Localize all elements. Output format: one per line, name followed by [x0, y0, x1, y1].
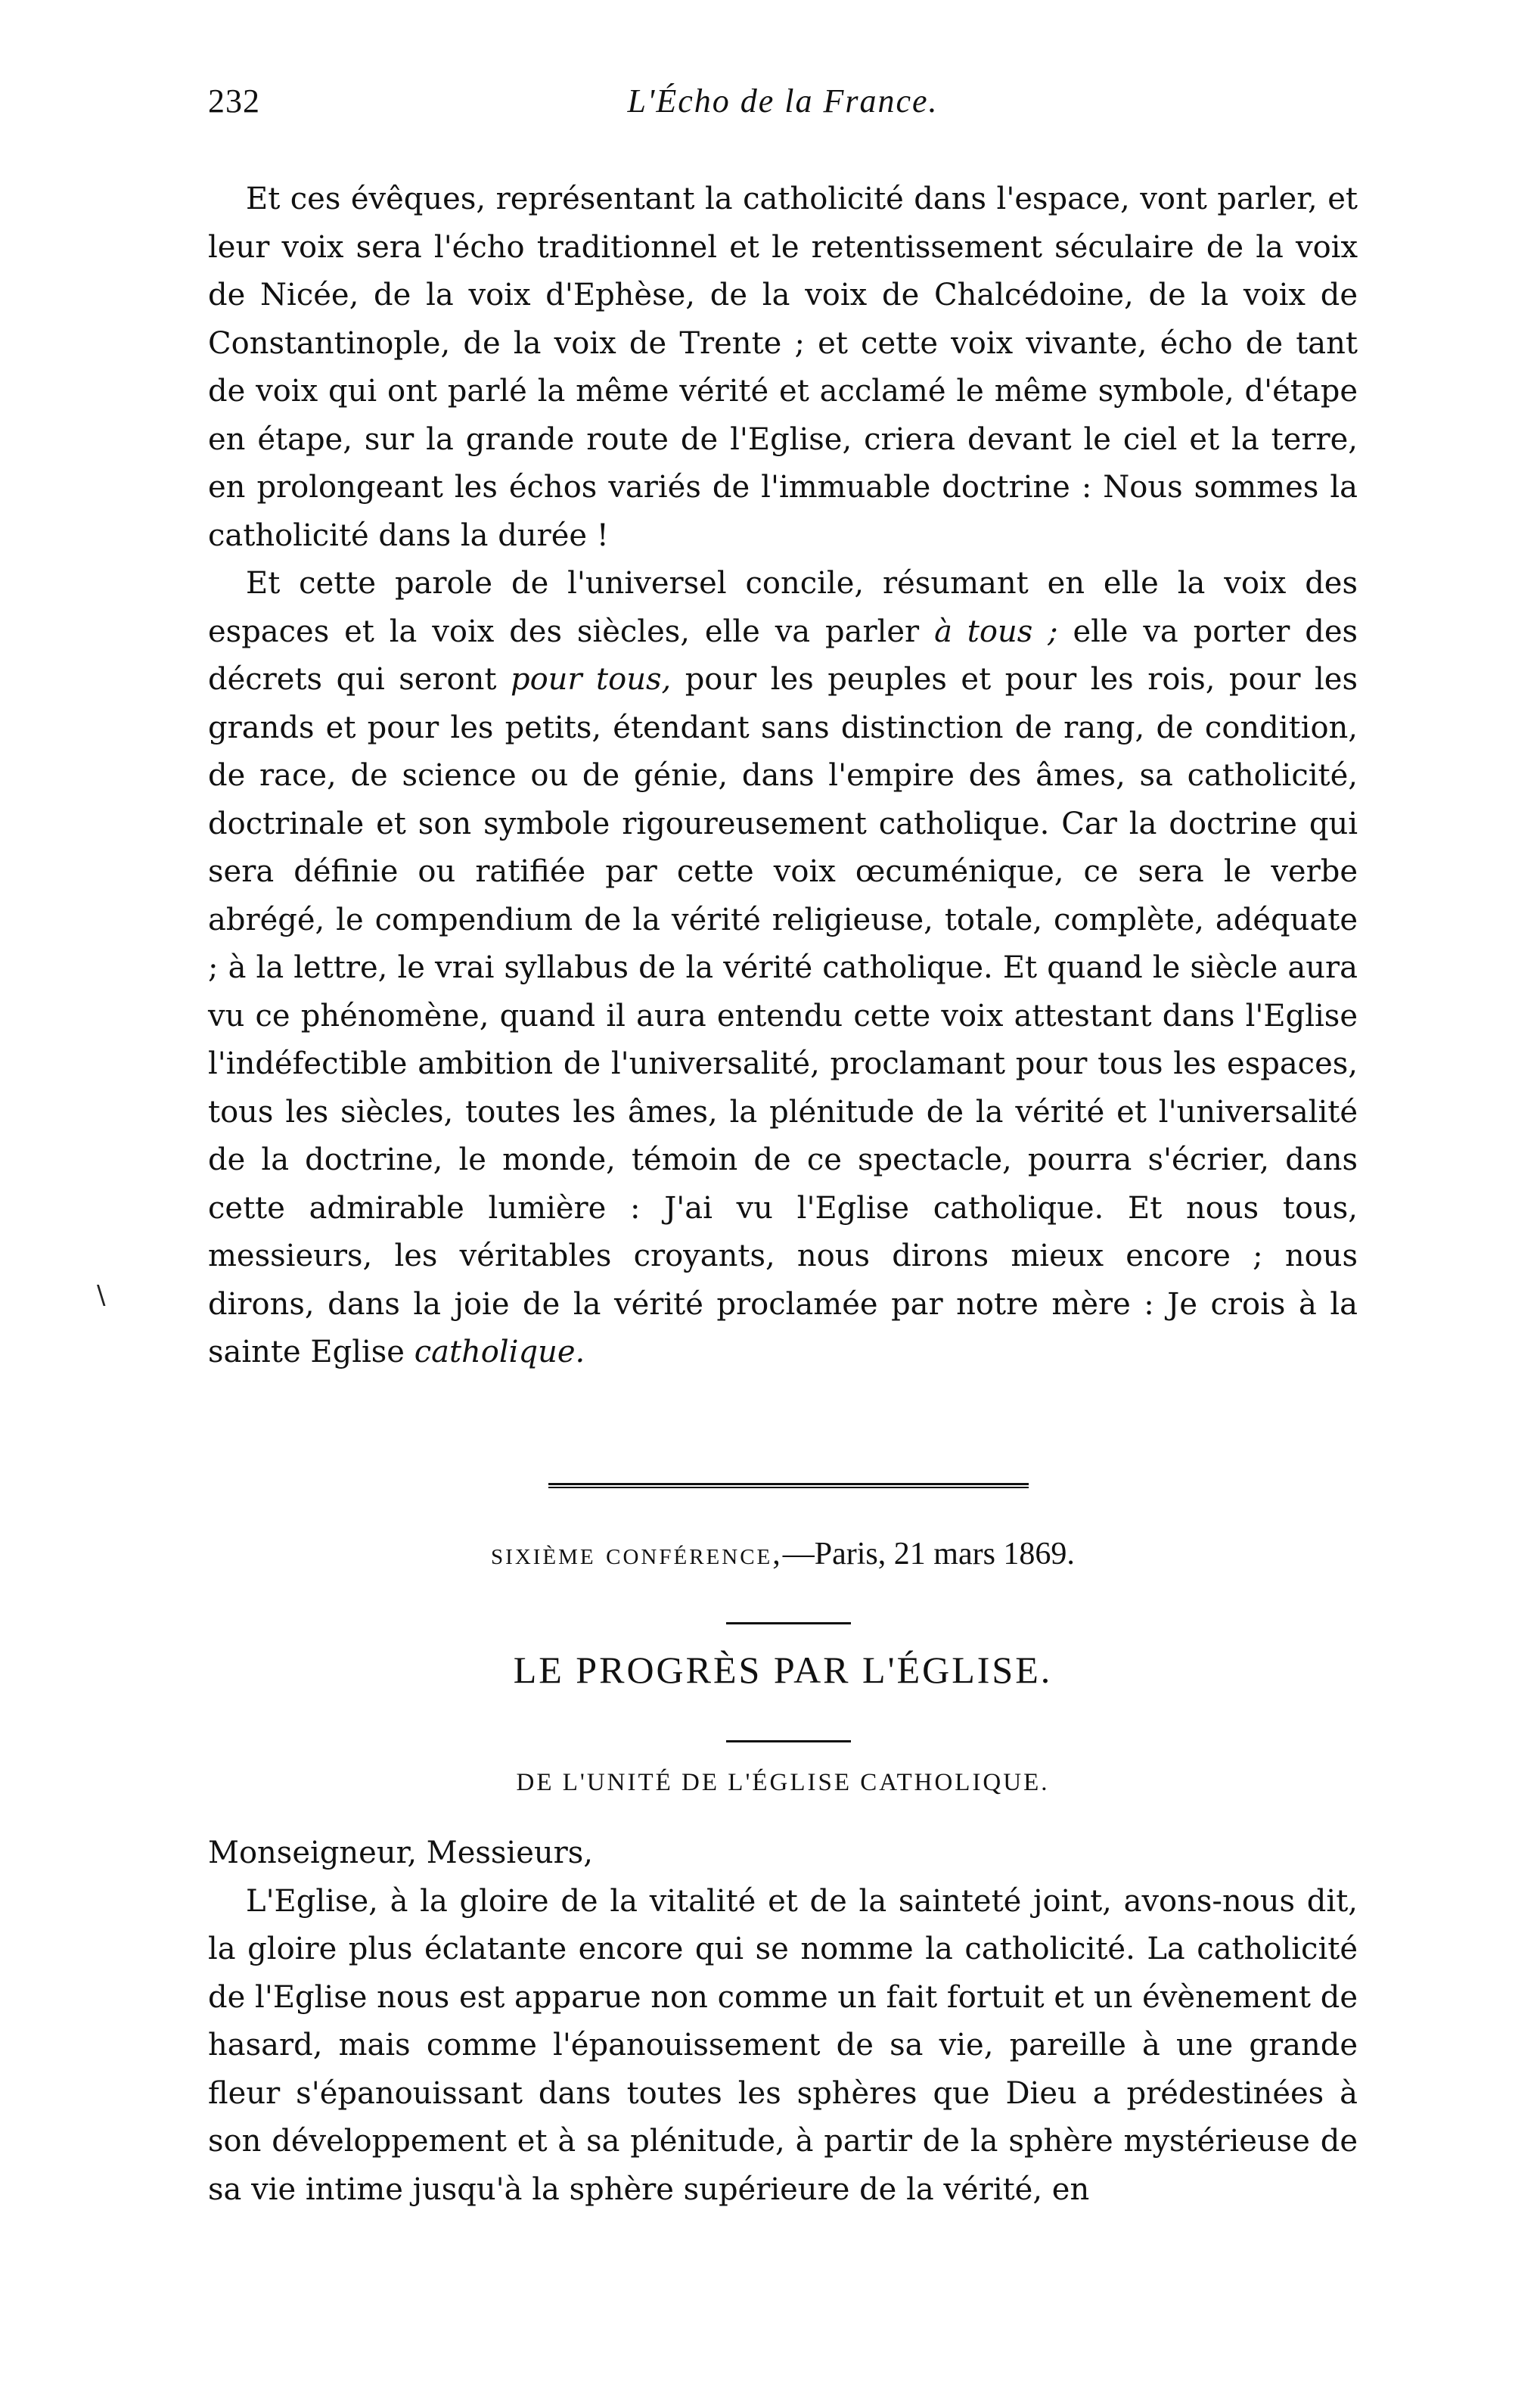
paragraph-2-part-3: pour les peuples et pour les rois, pour les grands et pour les petits, étendant sans distinction de rang, de condition, de race, de science ou de génie, dans l'empire des âmes, sa catholicité, doctrinale et son symbole rigoureusement catholique. Car la doctrine qui sera définie ou ratifiée par cette voix œcuménique, ce sera le verbe abrégé, le compendium de la vérité religieuse, totale, complète, adéquate ; à la lettre, le vrai syllabus de la vérité catholique. Et quand le siècle aura vu ce phénomène, quand il aura entendu cette voix attestant dans l'Eglise l'indéfectible ambition de l'universalité, proclamant pour tous les espaces, tous les siècles, toutes les âmes, la plénitude de la vérité et l'universalité de la doctrine, le monde, témoin de ce spectacle, pourra s'écrier, dans cette admirable lumière : J'ai vu l'Eglise catholique. Et nous tous, messieurs, les véritables croyants, nous dirons mieux encore ; nous dirons, dans la joie de la vérité proclamée par notre mère : Je crois à la sainte Eglise: [208, 662, 1358, 1369]
conference-heading: [208, 1536, 1358, 1572]
conference-label: sixième conférence,: [491, 1537, 783, 1571]
salutation: Monseigneur, Messieurs,: [208, 1836, 594, 1870]
emphasis-pour-tous: pour tous,: [510, 662, 672, 697]
section-2-text: [208, 1829, 1358, 2214]
section-divider: [548, 1483, 1029, 1488]
conference-place-date: —Paris, 21 mars 1869.: [782, 1537, 1075, 1571]
title-rule-top: [726, 1622, 851, 1624]
paragraph-1: Et ces évêques, représentant la catholicité dans l'espace, vont parler, et leur voix sera l'écho traditionnel et le retentissement séculaire de la voix de Nicée, de la voix d'Ephèse, de la voix de Chalcédoine, de la voix de Constantinople, de la voix de Trente ; et cette voix vivante, écho de tant de voix qui ont parlé la même vérité et acclamé le même symbole, d'étape en étape, sur la grande route de l'Eglise, criera devant le ciel et la terre, en prolongeant les échos variés de l'immuable doctrine : Nous sommes la catholicité dans la durée !: [208, 182, 1358, 553]
paragraph-2-part-1: Et cette parole de l'universel concile, résumant en elle la voix des espaces et la voix des siècles, elle va parler: [208, 566, 1358, 649]
chapter-title: LE PROGRÈS PAR L'ÉGLISE.: [513, 1649, 1053, 1691]
paragraph-2-part-2: elle va porter des décrets qui seront: [208, 614, 1358, 697]
page-number: 232: [208, 82, 260, 120]
emphasis-catholique: catholique.: [414, 1335, 585, 1369]
margin-mark: \: [97, 1280, 106, 1310]
emphasis-a-tous: à tous ;: [934, 614, 1058, 649]
section-1-text: [208, 176, 1358, 1377]
running-head: [208, 82, 1358, 127]
chapter-subtitle: DE L'UNITÉ DE L'ÉGLISE CATHOLIQUE.: [516, 1769, 1050, 1796]
paragraph-2: [208, 560, 1358, 1377]
section-2-paragraph-1: L'Eglise, à la gloire de la vitalité et de la sainteté joint, avons-nous dit, la gloire plus éclatante encore qui se nomme la catholicité. La catholicité de l'Eglise nous est apparue non comme un fait fortuit et un évènement de hasard, mais comme l'épanouissement de sa vie, pareille à une grande fleur s'épanouissant dans toutes les sphères que Dieu a prédestinées à son développement et à sa plénitude, à partir de la sphère mystérieuse de sa vie intime jusqu'à la sphère supérieure de la vérité, en: [208, 1883, 1358, 2207]
title-rule-bottom: [726, 1740, 851, 1742]
running-title: L'Écho de la France.: [627, 82, 939, 120]
